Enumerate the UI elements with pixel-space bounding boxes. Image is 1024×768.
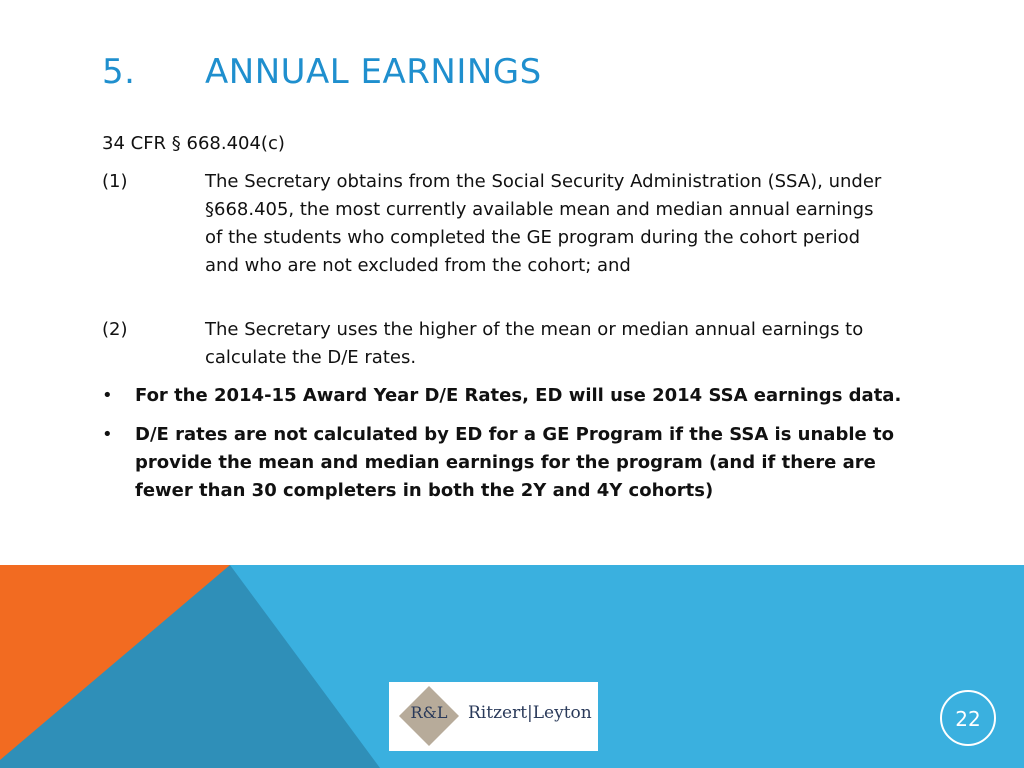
title-number: 5. [102,52,136,92]
paragraph-text: The Secretary obtains from the Social Security Administration (SSA), under §668.405, the most currently available mean and median annual earnings of the students who completed the GE program during the cohort period and who are not excluded from the cohort; and [205,171,882,276]
bullet-icon: • [102,385,113,406]
company-logo [389,682,598,751]
paragraph-number: (1) [102,171,128,192]
bullet-text: D/E rates are not calculated by ED for a GE Program if the SSA is unable to provide the mean and median earnings for the program (and if there are fewer than 30 completers in both the 2Y and 4Y cohorts) [135,424,894,501]
page-number-badge [940,690,996,746]
logo-initials: R&L [410,703,448,722]
title-text: ANNUAL EARNINGS [205,52,542,92]
bullet-icon: • [102,424,113,445]
citation: 34 CFR § 668.404(c) [102,133,285,154]
paragraph-number: (2) [102,319,128,340]
logo-name: Ritzert|Leyton [468,703,592,723]
paragraph-text: The Secretary uses the higher of the mean or median annual earnings to calculate the D/E rates. [205,319,864,368]
page-number: 22 [955,707,981,731]
bullet-text: For the 2014-15 Award Year D/E Rates, ED will use 2014 SSA earnings data. [135,385,902,406]
